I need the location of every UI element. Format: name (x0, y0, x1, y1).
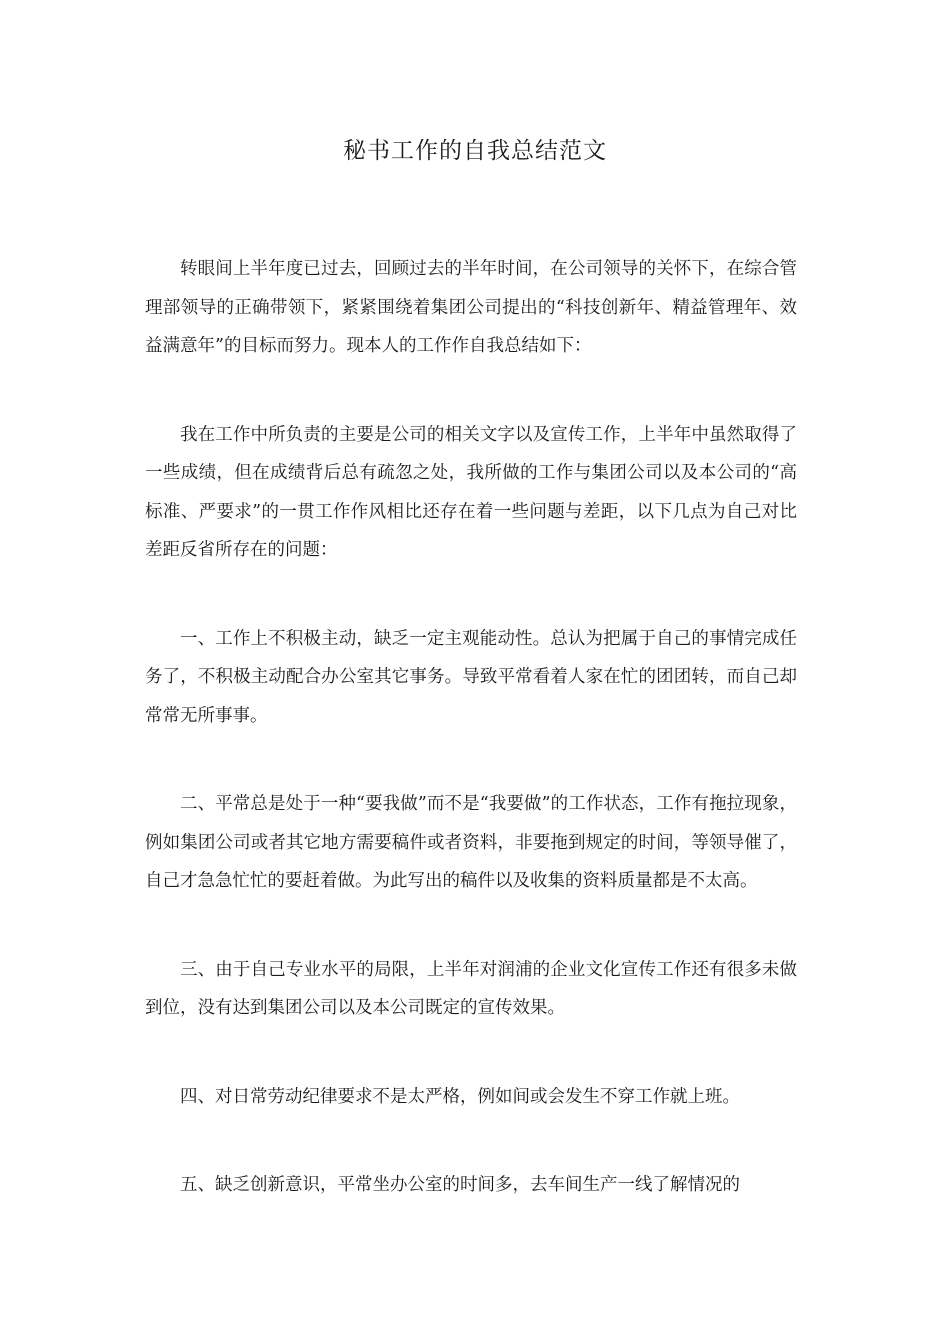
paragraph-responsibilities: 我在工作中所负责的主要是公司的相关文字以及宣传工作，上半年中虽然取得了一些成绩，但在成绩背后总有疏忽之处，我所做的工作与集团公司以及本公司的“高标准、严要求”的一贯工作作风相比还存在着一些问题与差距，以下几点为自己对比差距反省所存在的问题： (145, 424, 797, 560)
paragraph-point-5: 五、缺乏创新意识，平常坐办公室的时间多，去车间生产一线了解情况的 (180, 1175, 740, 1195)
paragraph-point-3: 三、由于自己专业水平的局限，上半年对润浦的企业文化宣传工作还有很多未做到位，没有达到集团公司以及本公司既定的宣传效果。 (145, 959, 797, 1018)
paragraph-point-2: 二、平常总是处于一种“要我做”而不是“我要做”的工作状态，工作有拖拉现象，例如集团公司或者其它地方需要稿件或者资料，非要拖到规定的时间，等领导催了，自己才急急忙忙的要赶着做。为此写出的稿件以及收集的资料质量都是不太高。 (145, 794, 797, 891)
paragraph-point-4: 四、对日常劳动纪律要求不是太严格，例如间或会发生不穿工作就上班。 (180, 1086, 740, 1107)
paragraph-point-1: 一、工作上不积极主动，缺乏一定主观能动性。总认为把属于自己的事情完成任务了，不积极主动配合办公室其它事务。导致平常看着人家在忙的团团转，而自己却常常无所事事。 (145, 628, 797, 726)
document-title: 秘书工作的自我总结范文 (343, 138, 607, 164)
document-body (145, 250, 797, 1255)
paragraph-intro: 转眼间上半年度已过去，回顾过去的半年时间，在公司领导的关怀下，在综合管理部领导的正确带领下，紧紧围绕着集团公司提出的“科技创新年、精益管理年、效益满意年”的目标而努力。现本人的工作作自我总结如下： (145, 259, 797, 356)
